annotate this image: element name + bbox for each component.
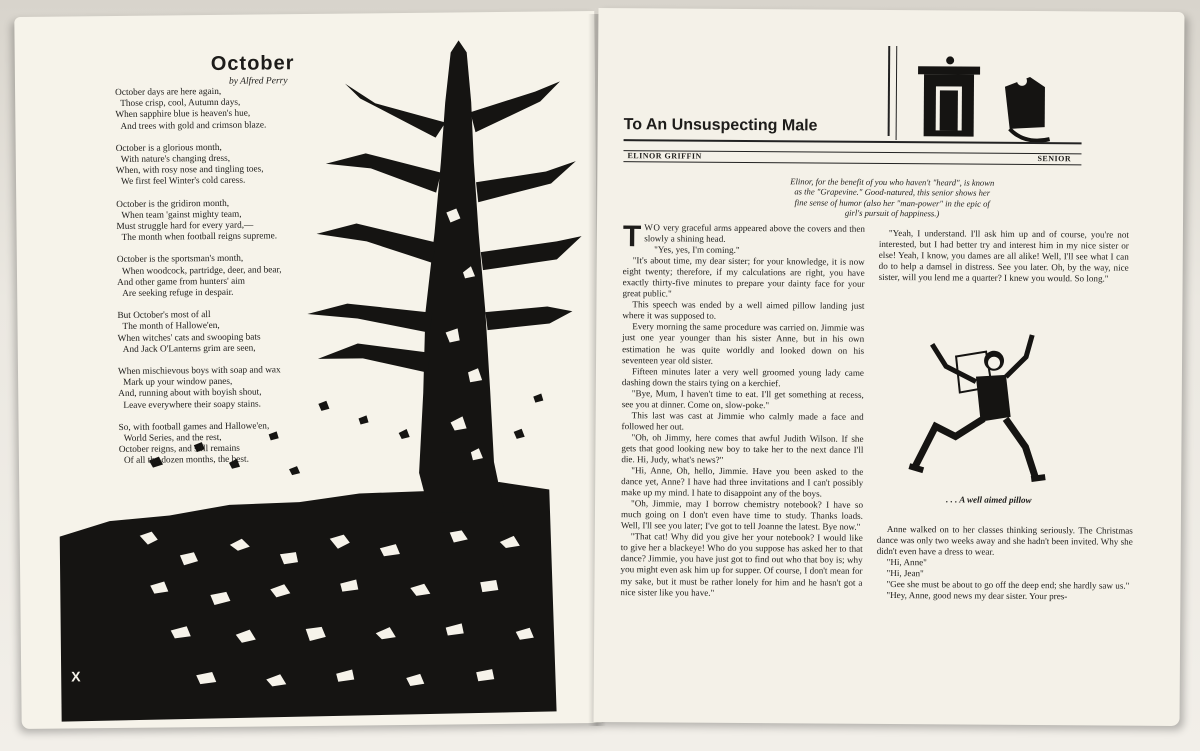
paragraph: "Oh, Jimmie, may I borrow chemistry notebook? I have so much going on I don't even have time to study. Thanks loads. Well, I'll see you later; I've got to tell Joanne the latest. Bye now." xyxy=(620,498,864,533)
poem-line: World Series, and the rest, xyxy=(123,432,222,445)
poem-line: October is the gridiron month, xyxy=(116,198,230,210)
paragraph: "Hey, Anne, good news my dear sister. Your pres- xyxy=(886,590,1068,602)
article-column-1 xyxy=(620,222,865,599)
editor-note: Elinor, for the benefit of you who haven't "heard", is known as the "Grapevine." Good-natured, this senior shows her fine sense of humor (also her "man-power" in the epic of girl's pursuit of happiness.) xyxy=(790,176,995,219)
poem-stanza xyxy=(119,420,349,467)
article-column-2 xyxy=(879,228,1129,285)
poem-line: The month of Hallowe'en, xyxy=(122,321,220,333)
poem-stanza xyxy=(116,141,346,188)
poem-stanza xyxy=(116,197,346,244)
paragraph: Fifteen minutes later a very well groomed young lady came dashing down the stairs tying on a kerchief. xyxy=(621,365,864,388)
paragraph: "It's about time, my dear sister; for your knowledge, it is now eight twenty; therefore, if my calculations are right, you have exactly thirty-five minutes to prepare your dainty face for your great public." xyxy=(622,255,865,299)
drop-cap: T xyxy=(622,220,642,254)
paragraph: "Hi, Anne" xyxy=(886,557,927,568)
left-page xyxy=(14,11,601,729)
poem-line: When, with rosy nose and tingling toes, xyxy=(115,164,264,177)
poem-line: The month when football reigns supreme. xyxy=(121,231,278,244)
paragraph: This speech was ended by a well aimed pillow landing just where it was supposed to. xyxy=(622,299,865,322)
paragraph: "Oh, oh Jimmy, here comes that awful Judith Wilson. If she gets that good looking new boy to take her to the next dance I'll die. Hi, Judy, what's news?" xyxy=(621,432,864,465)
paragraph: This last was cast at Jimmie who calmly made a face and followed her out. xyxy=(621,410,864,432)
paragraph: "Hi, Jean" xyxy=(886,568,924,579)
poem-line: And trees with gold and crimson blaze. xyxy=(120,120,267,132)
paragraph: "Yes, yes, I'm coming." xyxy=(654,244,740,256)
fireplace-illustration xyxy=(910,46,1061,147)
poem-line: When sapphire blue is heaven's hue, xyxy=(115,108,251,121)
byline-class: SENIOR xyxy=(1037,154,1072,164)
poem-line: Of all the dozen months, the best. xyxy=(123,455,249,467)
header-rule-vertical xyxy=(888,46,891,136)
paragraph: "Hi, Anne, Oh, hello, Jimmie. Have you been asked to the dance yet, Anne? I have had three invitations and I can't possibly make up my mind. I hate to disappoint any of the boys. xyxy=(621,465,864,499)
poem-author: by Alfred Perry xyxy=(228,76,288,87)
poem-stanza xyxy=(118,365,348,412)
poem-line: October reigns, and still remains xyxy=(118,443,240,456)
poem-line: Those crisp, cool, Autumn days, xyxy=(120,97,241,110)
poem-title: October xyxy=(210,52,295,76)
poem-line: When mischievous boys with soap and wax xyxy=(117,365,281,378)
article-title: To An Unsuspecting Male xyxy=(623,116,818,135)
poem-line: Must struggle hard for every yard,— xyxy=(116,220,254,233)
poem-line: October is the sportsman's month, xyxy=(116,254,244,266)
poem-line: And Jack O'Lanterns grim are seen, xyxy=(122,343,256,355)
article-column-3 xyxy=(876,524,1133,603)
poem-line: When woodcock, partridge, deer, and bear, xyxy=(121,264,282,277)
poem-line: And other game from hunters' aim xyxy=(117,276,246,288)
poem-body xyxy=(115,86,349,479)
paragraph: "Yeah, I understand. I'll ask him up and of course, you're not interested, but I had better try and interest him in my nice sister or else! Yeah, I know, you dames are all alike! Well, I'll see what I can do to help a damsel in distress. See you later. Oh, by the way, nice sister, will you lend me a quarter? I knew you would. So long." xyxy=(878,227,1129,284)
illustration-caption: . . . A well aimed pillow xyxy=(946,494,1032,505)
poem-stanza xyxy=(115,86,345,133)
byline-author: ELINOR GRIFFIN xyxy=(627,151,702,161)
poem-line: When team 'gainst mighty team, xyxy=(121,209,242,221)
poem-line: When witches' cats and swooping bats xyxy=(117,332,261,344)
poem-line: And, running about with boyish shout, xyxy=(118,387,262,400)
poem-line: October days are here again, xyxy=(115,86,222,99)
paragraph: "That cat! Why did you give her your notebook? I would like to give her a blackeye! Who do you suppose has asked her to that dance? Jimmie, you have just got to find out who that boy is; why you might even ask him up for supper. Of course, I don't mean for my sake, but it must be rather lonely for him and he hasn't got a nice sister like you have." xyxy=(620,531,863,598)
poem-line: Mark up your window panes, xyxy=(123,377,233,389)
poem-stanza xyxy=(117,309,347,356)
poem-line: October is a glorious month, xyxy=(115,142,222,154)
poem-line: But October's most of all xyxy=(117,310,211,322)
paragraph: Every morning the same procedure was carried on. Jimmie was just one year younger than his sister Anne, but in his own estimation he was quite worldly and looked down on his seventeen year old sister. xyxy=(622,321,865,366)
paragraph: very graceful arms appeared above the covers and then slowly a shining head. xyxy=(644,222,865,244)
right-page xyxy=(594,8,1185,726)
header-rule-vertical-thin xyxy=(896,46,898,140)
poem-line: Are seeking refuge in despair. xyxy=(122,287,234,299)
poem-line: So, with football games and Hallowe'en, xyxy=(118,421,270,433)
paragraph: Anne walked on to her classes thinking seriously. The Christmas dance was only two weeks away and she hadn't been invited. Why she didn't even have a dress to wear. xyxy=(876,523,1133,557)
poem-line: With nature's changing dress, xyxy=(120,153,231,165)
paragraph: "Bye, Mum, I haven't time to eat. I'll get something at recess, see you at dinner. Come on, slow-poke." xyxy=(621,387,864,410)
paragraph: "Gee she must be about to go off the deep end; she hardly saw us." xyxy=(886,579,1130,591)
poem-line: Leave everywhere their soapy stains. xyxy=(123,399,262,411)
poem-line: We first feel Winter's cold caress. xyxy=(120,176,246,188)
byline-rule-bottom xyxy=(623,161,1081,165)
poem-stanza xyxy=(117,253,347,300)
artist-initials: X xyxy=(71,668,81,685)
first-word-rest: WO xyxy=(644,222,661,233)
jumping-boy-illustration xyxy=(895,326,1056,489)
